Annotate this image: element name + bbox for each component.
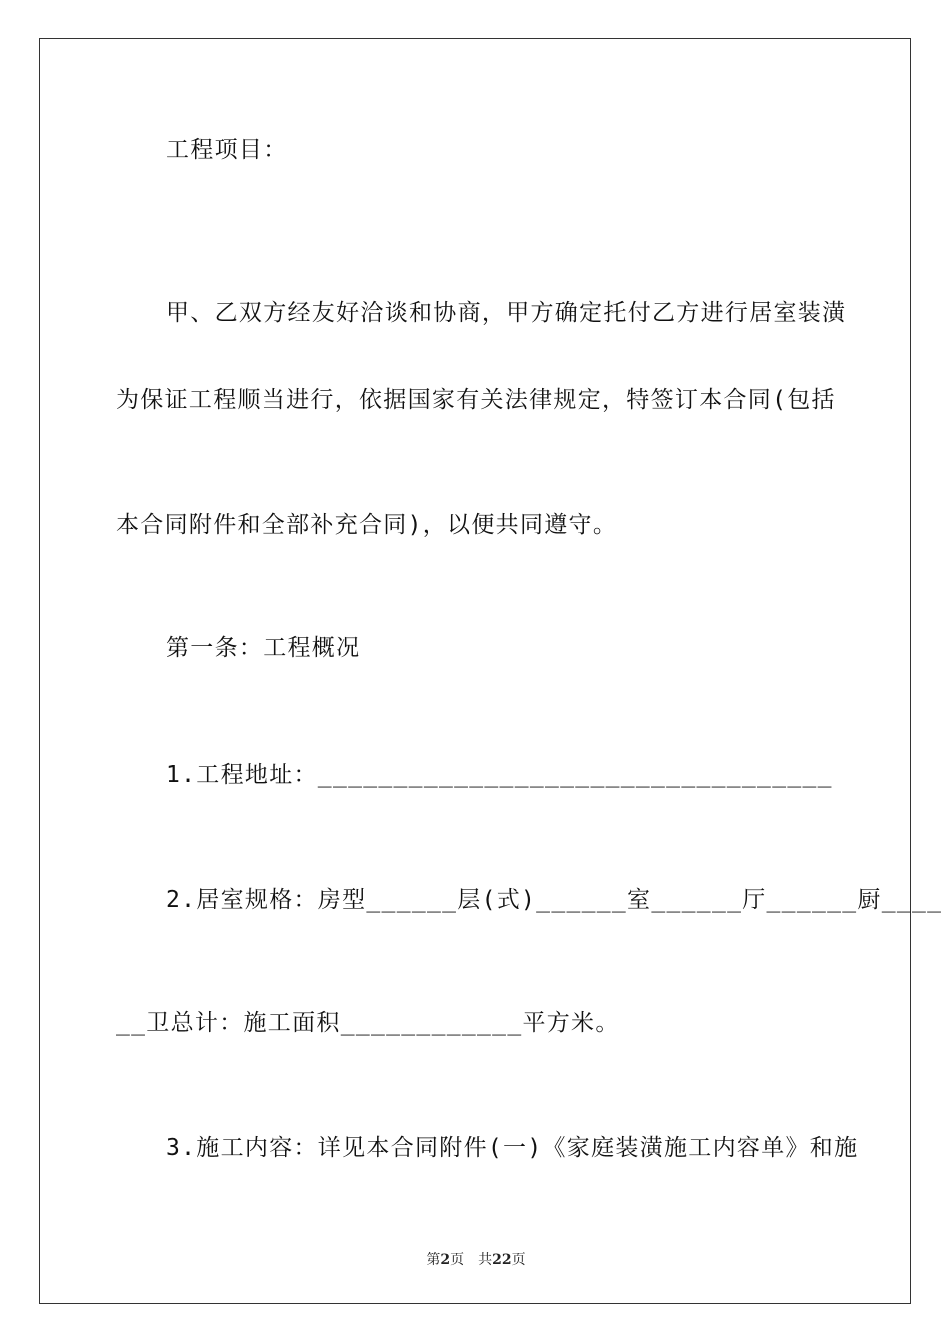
item-room-spec: 2.居室规格：房型______层(式)______室______厅______厨____ [166, 887, 943, 913]
paragraph-line-2: 为保证工程顺当进行，依据国家有关法律规定，特签订本合同(包括 [116, 387, 836, 413]
total-suffix: 页 [511, 1252, 526, 1268]
page-frame [39, 38, 943, 1304]
item-room-spec-cont: __卫总计：施工面积____________平方米。 [116, 1010, 620, 1036]
page-footer [40, 1249, 912, 1269]
paragraph-line-1: 甲、乙双方经友好洽谈和协商，甲方确定托付乙方进行居室装潢 [166, 300, 847, 326]
paragraph-line-3: 本合同附件和全部补充合同)，以便共同遵守。 [116, 512, 618, 538]
item-address: 1.工程地址：__________________________________ [166, 762, 833, 788]
page-suffix: 页 [450, 1252, 465, 1268]
project-label: 工程项目： [166, 137, 288, 163]
page-prefix: 第 [426, 1252, 441, 1268]
page-total: 22 [492, 1252, 512, 1268]
total-prefix: 共 [478, 1252, 493, 1268]
page-current: 2 [440, 1252, 451, 1268]
item-construction-content: 3.施工内容：详见本合同附件(一)《家庭装潢施工内容单》和施 [166, 1135, 859, 1161]
article-heading: 第一条：工程概况 [166, 635, 361, 661]
